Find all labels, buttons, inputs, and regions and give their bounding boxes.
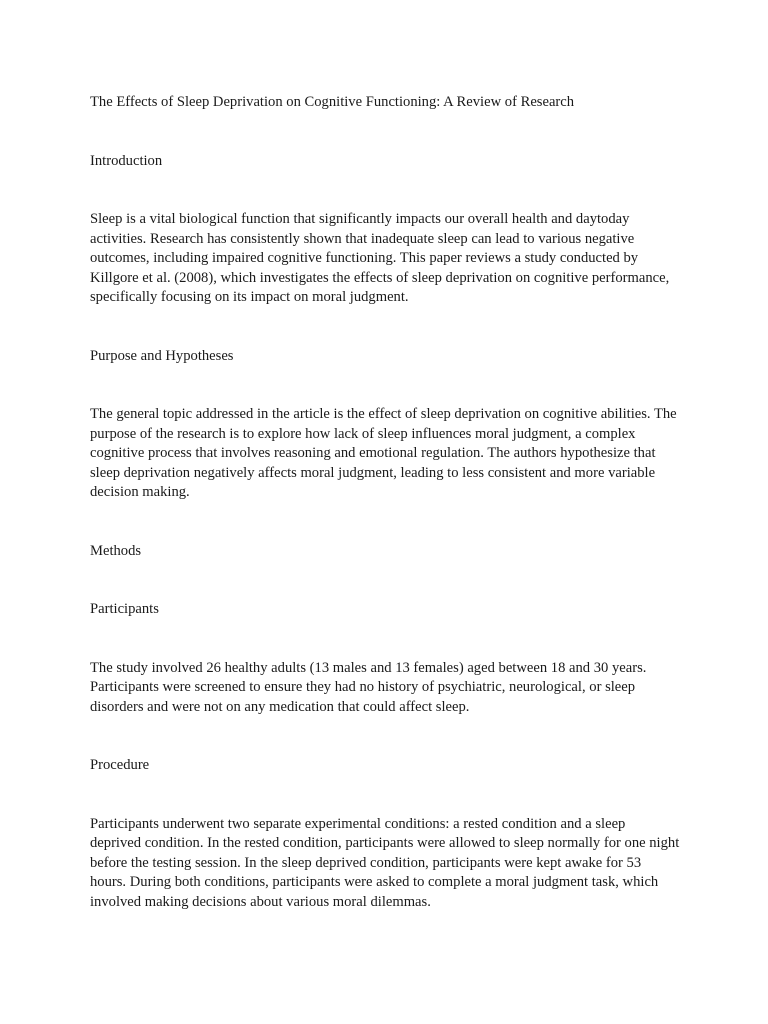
methods-heading: Methods (90, 542, 142, 559)
introduction-heading: Introduction (90, 152, 163, 169)
document-body (90, 93, 680, 912)
purpose-heading: Purpose and Hypotheses (90, 347, 234, 364)
purpose-paragraph: The general topic addressed in the article is the effect of sleep deprivation on cognitive abilities. The purpose of the research is to explore how lack of sleep influences moral judgment, a complex cognitive process that involves reasoning and emotional regulation. The authors hypothesize that sleep deprivation negatively affects moral judgment, leading to less consistent and more variable decision making. (90, 406, 677, 500)
introduction-paragraph: Sleep is a vital biological function that significantly impacts our overall health and daytoday activities. Research has consistently shown that inadequate sleep can lead to various negative outcomes, including impaired cognitive functioning. This paper reviews a study conducted by Killgore et al. (2008), which investigates the effects of sleep deprivation on cognitive performance, specifically focusing on its impact on moral judgment. (90, 211, 670, 305)
procedure-heading: Procedure (90, 757, 150, 773)
participants-heading: Participants (90, 601, 159, 617)
participants-paragraph: The study involved 26 healthy adults (13 males and 13 females) aged between 18 and 30 years. Participants were screened to ensure they had no history of psychiatric, neurological, or sleep disorders and were not on any medication that could affect sleep. (90, 659, 647, 715)
document-title: The Effects of Sleep Deprivation on Cognitive Functioning: A Review of Research (90, 94, 575, 110)
procedure-paragraph: Participants underwent two separate experimental conditions: a rested condition and a sleep deprived condition. In the rested condition, participants were allowed to sleep normally for one night before the testing session. In the sleep deprived condition, participants were kept awake for 53 hours. During both conditions, participants were asked to complete a moral judgment task, which involved making decisions about various moral dilemmas. (90, 815, 680, 910)
